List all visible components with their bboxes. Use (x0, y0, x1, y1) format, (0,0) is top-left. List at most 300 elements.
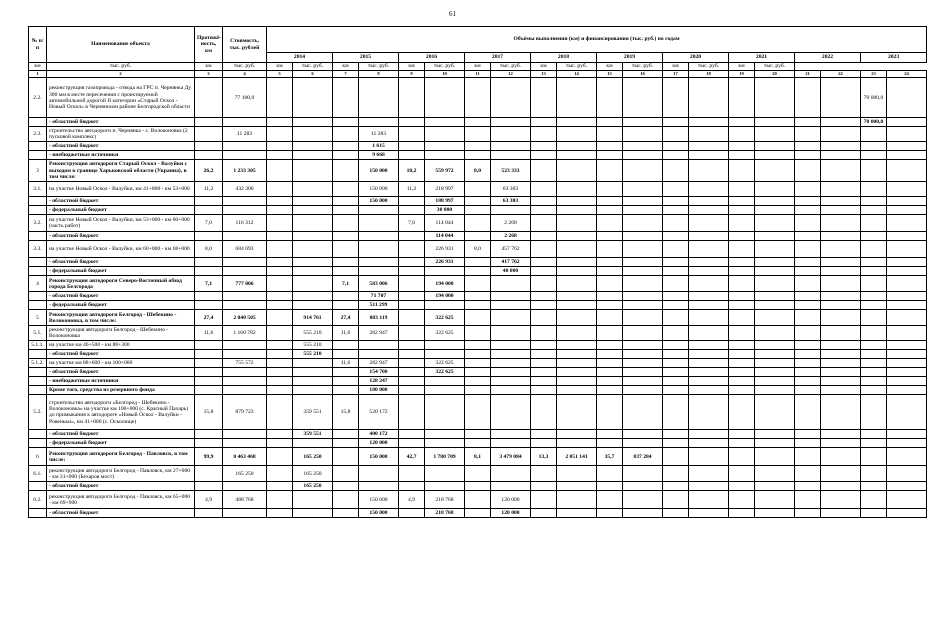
row-value (597, 341, 623, 350)
row-value (729, 78, 755, 118)
row-value (267, 341, 293, 350)
row-value (557, 377, 597, 386)
unit-km: км (531, 63, 557, 71)
row-length (195, 118, 223, 127)
row-value (795, 509, 821, 518)
row-value (623, 301, 663, 310)
row-value (861, 127, 887, 142)
row-value (795, 292, 821, 301)
row-value (887, 118, 927, 127)
row-value (399, 439, 425, 448)
row-value (623, 206, 663, 215)
row-length (195, 482, 223, 491)
row-value: 63 303 (491, 197, 531, 206)
row-value: 7,1 (333, 276, 359, 292)
row-value: 150 000 (359, 197, 399, 206)
row-value (557, 466, 597, 482)
table-row (29, 326, 927, 341)
row-value (755, 215, 795, 232)
row-value (557, 182, 597, 197)
row-value (689, 127, 729, 142)
column-index: 14 (557, 71, 597, 78)
row-value (689, 368, 729, 377)
row-value: 150 000 (359, 448, 399, 466)
row-name: - областной бюджет (47, 118, 195, 127)
row-value (597, 241, 623, 258)
row-value (795, 301, 821, 310)
row-value (795, 78, 821, 118)
table-row (29, 206, 927, 215)
row-value (729, 386, 755, 395)
row-value (531, 142, 557, 151)
row-value (729, 326, 755, 341)
row-value (861, 232, 887, 241)
row-value (689, 276, 729, 292)
row-number: 6 (29, 448, 47, 466)
table-row (29, 151, 927, 160)
row-value (597, 326, 623, 341)
row-value (531, 127, 557, 142)
row-value: 8,0 (465, 160, 491, 182)
row-value (755, 160, 795, 182)
row-value (597, 197, 623, 206)
row-value (293, 151, 333, 160)
row-value (821, 326, 861, 341)
row-value (689, 197, 729, 206)
row-value: 70 000,0 (861, 78, 887, 118)
row-cost (223, 232, 267, 241)
row-value (491, 386, 531, 395)
row-value (887, 439, 927, 448)
row-cost: 116 312 (223, 215, 267, 232)
row-value (491, 151, 531, 160)
row-name: Кроме того, средства из резервного фонда (47, 386, 195, 395)
row-value (623, 142, 663, 151)
row-value: 150 000 (359, 160, 399, 182)
row-value (663, 482, 689, 491)
row-value (821, 241, 861, 258)
row-value (861, 341, 887, 350)
row-cost (223, 350, 267, 359)
row-value (861, 258, 887, 267)
row-value (333, 206, 359, 215)
row-value (531, 151, 557, 160)
row-value (755, 395, 795, 430)
row-value (689, 509, 729, 518)
row-value (861, 292, 887, 301)
row-value (689, 466, 729, 482)
row-value (531, 368, 557, 377)
col-header-volumes: Объёмы выполнения (км) и финансирования (тыс. руб.) по годам (267, 27, 927, 53)
row-value: 120 000 (491, 509, 531, 518)
row-value (663, 386, 689, 395)
row-cost: 879 723 (223, 395, 267, 430)
row-value (359, 241, 399, 258)
row-number: 5.1.1. (29, 341, 47, 350)
row-value (729, 127, 755, 142)
row-value (887, 258, 927, 267)
row-value (861, 377, 887, 386)
row-value (623, 258, 663, 267)
row-value (795, 439, 821, 448)
row-name: - внебюджетные источники (47, 151, 195, 160)
row-value (663, 258, 689, 267)
row-value (755, 359, 795, 368)
row-value (821, 341, 861, 350)
row-value: 15,8 (333, 395, 359, 430)
row-value (623, 276, 663, 292)
row-value (267, 127, 293, 142)
row-value: 803 119 (359, 310, 399, 326)
table-row (29, 466, 927, 482)
row-value (491, 359, 531, 368)
row-value (557, 197, 597, 206)
row-length (195, 267, 223, 276)
row-value (861, 197, 887, 206)
row-value: 150 000 (359, 182, 399, 197)
row-value (887, 160, 927, 182)
row-value (557, 78, 597, 118)
row-value (795, 232, 821, 241)
row-value (729, 258, 755, 267)
row-value (887, 206, 927, 215)
row-value (795, 267, 821, 276)
row-value (399, 118, 425, 127)
row-value (425, 78, 465, 118)
row-value (663, 215, 689, 232)
row-value (531, 215, 557, 232)
row-value (359, 78, 399, 118)
row-value: 8,0 (465, 241, 491, 258)
row-value (557, 430, 597, 439)
row-value (267, 206, 293, 215)
table-row (29, 482, 927, 491)
row-value (333, 241, 359, 258)
row-value (465, 267, 491, 276)
row-value (663, 301, 689, 310)
row-value (267, 466, 293, 482)
row-value: 7,0 (399, 215, 425, 232)
row-cost: 1 160 782 (223, 326, 267, 341)
row-value (861, 267, 887, 276)
row-value (293, 232, 333, 241)
row-value (597, 292, 623, 301)
row-value (531, 439, 557, 448)
table-row (29, 310, 927, 326)
row-cost: 11 283 (223, 127, 267, 142)
table-row (29, 448, 927, 466)
row-length: 15,8 (195, 395, 223, 430)
row-value (821, 359, 861, 368)
row-value (663, 206, 689, 215)
row-value: 27,4 (333, 310, 359, 326)
row-cost: 1 233 305 (223, 160, 267, 182)
row-value (755, 127, 795, 142)
row-cost (223, 341, 267, 350)
row-value (755, 377, 795, 386)
unit-rub: тыс. руб. (491, 63, 531, 71)
row-value (755, 491, 795, 509)
row-value (861, 215, 887, 232)
row-value (623, 482, 663, 491)
row-value (531, 160, 557, 182)
row-value (531, 350, 557, 359)
row-value (689, 386, 729, 395)
row-value (399, 395, 425, 430)
row-value (729, 448, 755, 466)
row-value (755, 310, 795, 326)
row-value (729, 359, 755, 368)
row-value (557, 439, 597, 448)
row-value (689, 301, 729, 310)
table-row (29, 78, 927, 118)
row-value (755, 482, 795, 491)
row-length (195, 292, 223, 301)
row-length (195, 439, 223, 448)
table-row (29, 258, 927, 267)
row-value: 128 247 (359, 377, 399, 386)
row-value (425, 142, 465, 151)
row-value (689, 292, 729, 301)
unit-rub: тыс. руб. (557, 63, 597, 71)
row-value (267, 267, 293, 276)
financing-table (28, 26, 927, 518)
row-value (399, 301, 425, 310)
row-value (861, 359, 887, 368)
row-length (195, 151, 223, 160)
row-number (29, 368, 47, 377)
row-value (333, 509, 359, 518)
row-number (29, 142, 47, 151)
unit-rub: тыс. руб. (293, 63, 333, 71)
row-name: на участке Новый Оскол - Валуйки, км 53+000 - км 60+000 (часть работ) (47, 215, 195, 232)
row-value (465, 386, 491, 395)
row-value (557, 395, 597, 430)
table-row (29, 377, 927, 386)
row-value (597, 350, 623, 359)
row-value (465, 439, 491, 448)
row-value (267, 151, 293, 160)
row-number (29, 350, 47, 359)
row-value (821, 386, 861, 395)
row-length (195, 142, 223, 151)
row-value (729, 232, 755, 241)
row-cost (223, 142, 267, 151)
row-value (465, 258, 491, 267)
row-name: реконструкция автодороги Белгород - Павловск, км 65+000 - км 69+900 (47, 491, 195, 509)
row-number: 2.2. (29, 78, 47, 118)
row-number: 3.1. (29, 182, 47, 197)
row-value (861, 439, 887, 448)
row-value (399, 430, 425, 439)
row-value (663, 439, 689, 448)
row-value (465, 482, 491, 491)
row-cost (223, 439, 267, 448)
row-value (333, 118, 359, 127)
row-value (267, 78, 293, 118)
row-value (821, 160, 861, 182)
row-number (29, 151, 47, 160)
row-value: 914 761 (293, 310, 333, 326)
row-value (755, 78, 795, 118)
column-index: 19 (729, 71, 755, 78)
row-value (293, 509, 333, 518)
row-name: на участке км 88+600 - км 100+000 (47, 359, 195, 368)
row-value (597, 395, 623, 430)
row-value (861, 206, 887, 215)
column-index: 3 (195, 71, 223, 78)
row-name: - областной бюджет (47, 292, 195, 301)
unit-rub: тыс. руб. (623, 63, 663, 71)
row-value (623, 241, 663, 258)
row-value: 417 762 (491, 258, 531, 267)
row-value (795, 258, 821, 267)
row-value: 114 044 (425, 215, 465, 232)
row-value (359, 206, 399, 215)
row-value (333, 292, 359, 301)
row-value (663, 241, 689, 258)
row-value (465, 292, 491, 301)
row-value: 11,2 (399, 182, 425, 197)
row-value (465, 215, 491, 232)
row-value (663, 197, 689, 206)
row-value (755, 241, 795, 258)
row-value (887, 241, 927, 258)
row-name: - областной бюджет (47, 482, 195, 491)
year-header-2023: 2023 (861, 53, 927, 63)
row-cost (223, 267, 267, 276)
row-value (399, 326, 425, 341)
row-value (465, 350, 491, 359)
row-value (399, 341, 425, 350)
row-value (333, 78, 359, 118)
row-value (821, 206, 861, 215)
row-length (195, 509, 223, 518)
row-value (729, 430, 755, 439)
row-value (795, 197, 821, 206)
row-value (597, 466, 623, 482)
row-value (861, 482, 887, 491)
row-value (531, 326, 557, 341)
row-value (663, 430, 689, 439)
row-value (887, 267, 927, 276)
row-value (623, 151, 663, 160)
row-value (557, 258, 597, 267)
row-value (267, 482, 293, 491)
row-name: - внебюджетные источники (47, 377, 195, 386)
row-value: 3 479 084 (491, 448, 531, 466)
year-header-2017: 2017 (465, 53, 531, 63)
row-value (887, 491, 927, 509)
row-value (557, 292, 597, 301)
row-value (333, 386, 359, 395)
row-value (795, 326, 821, 341)
row-length (195, 206, 223, 215)
row-value (795, 215, 821, 232)
row-value (465, 151, 491, 160)
column-index: 13 (531, 71, 557, 78)
row-value (795, 350, 821, 359)
row-length (195, 350, 223, 359)
row-value (293, 368, 333, 377)
row-value (887, 127, 927, 142)
row-value: 120 000 (359, 439, 399, 448)
row-number: 4 (29, 276, 47, 292)
row-length (195, 377, 223, 386)
row-name: - областной бюджет (47, 197, 195, 206)
row-value (267, 232, 293, 241)
row-value (267, 215, 293, 232)
row-value: 150 000 (359, 509, 399, 518)
row-name: - областной бюджет (47, 509, 195, 518)
row-value (755, 276, 795, 292)
row-value (887, 341, 927, 350)
row-value (267, 258, 293, 267)
row-cost: 77 100,0 (223, 78, 267, 118)
row-value (267, 350, 293, 359)
row-value: 1 615 (359, 142, 399, 151)
row-value (465, 491, 491, 509)
row-value (597, 206, 623, 215)
row-number: 3.2. (29, 215, 47, 232)
row-name: реконструкция автодороги Белгород - Шебекино - Волоконовка (47, 326, 195, 341)
row-number: 5.2. (29, 395, 47, 430)
row-value (689, 326, 729, 341)
row-value (795, 341, 821, 350)
row-value (267, 368, 293, 377)
row-value (531, 206, 557, 215)
row-value (623, 127, 663, 142)
row-number (29, 482, 47, 491)
row-value (821, 491, 861, 509)
row-value: 35,7 (597, 448, 623, 466)
row-value (465, 197, 491, 206)
col-header-length: Протяжё-ность, км (195, 27, 223, 63)
row-value (465, 430, 491, 439)
row-value (795, 359, 821, 368)
row-value (293, 206, 333, 215)
row-value: 18,2 (399, 160, 425, 182)
row-number: 5.1. (29, 326, 47, 341)
row-value (887, 359, 927, 368)
row-value (623, 310, 663, 326)
table-row (29, 232, 927, 241)
row-value: 282 947 (359, 326, 399, 341)
row-value (795, 142, 821, 151)
row-name: - областной бюджет (47, 368, 195, 377)
row-value (821, 232, 861, 241)
row-value (821, 215, 861, 232)
row-value (597, 482, 623, 491)
row-value (399, 78, 425, 118)
row-cost (223, 197, 267, 206)
row-cost (223, 509, 267, 518)
year-header-2018: 2018 (531, 53, 597, 63)
row-value (663, 142, 689, 151)
row-value (887, 430, 927, 439)
row-value: 359 551 (293, 430, 333, 439)
row-value (267, 310, 293, 326)
row-value (491, 276, 531, 292)
row-value: 9 668 (359, 151, 399, 160)
row-value (623, 368, 663, 377)
table-row (29, 197, 927, 206)
row-value (887, 276, 927, 292)
row-number (29, 386, 47, 395)
row-value: 400 172 (359, 430, 399, 439)
table-row (29, 439, 927, 448)
row-value (795, 151, 821, 160)
